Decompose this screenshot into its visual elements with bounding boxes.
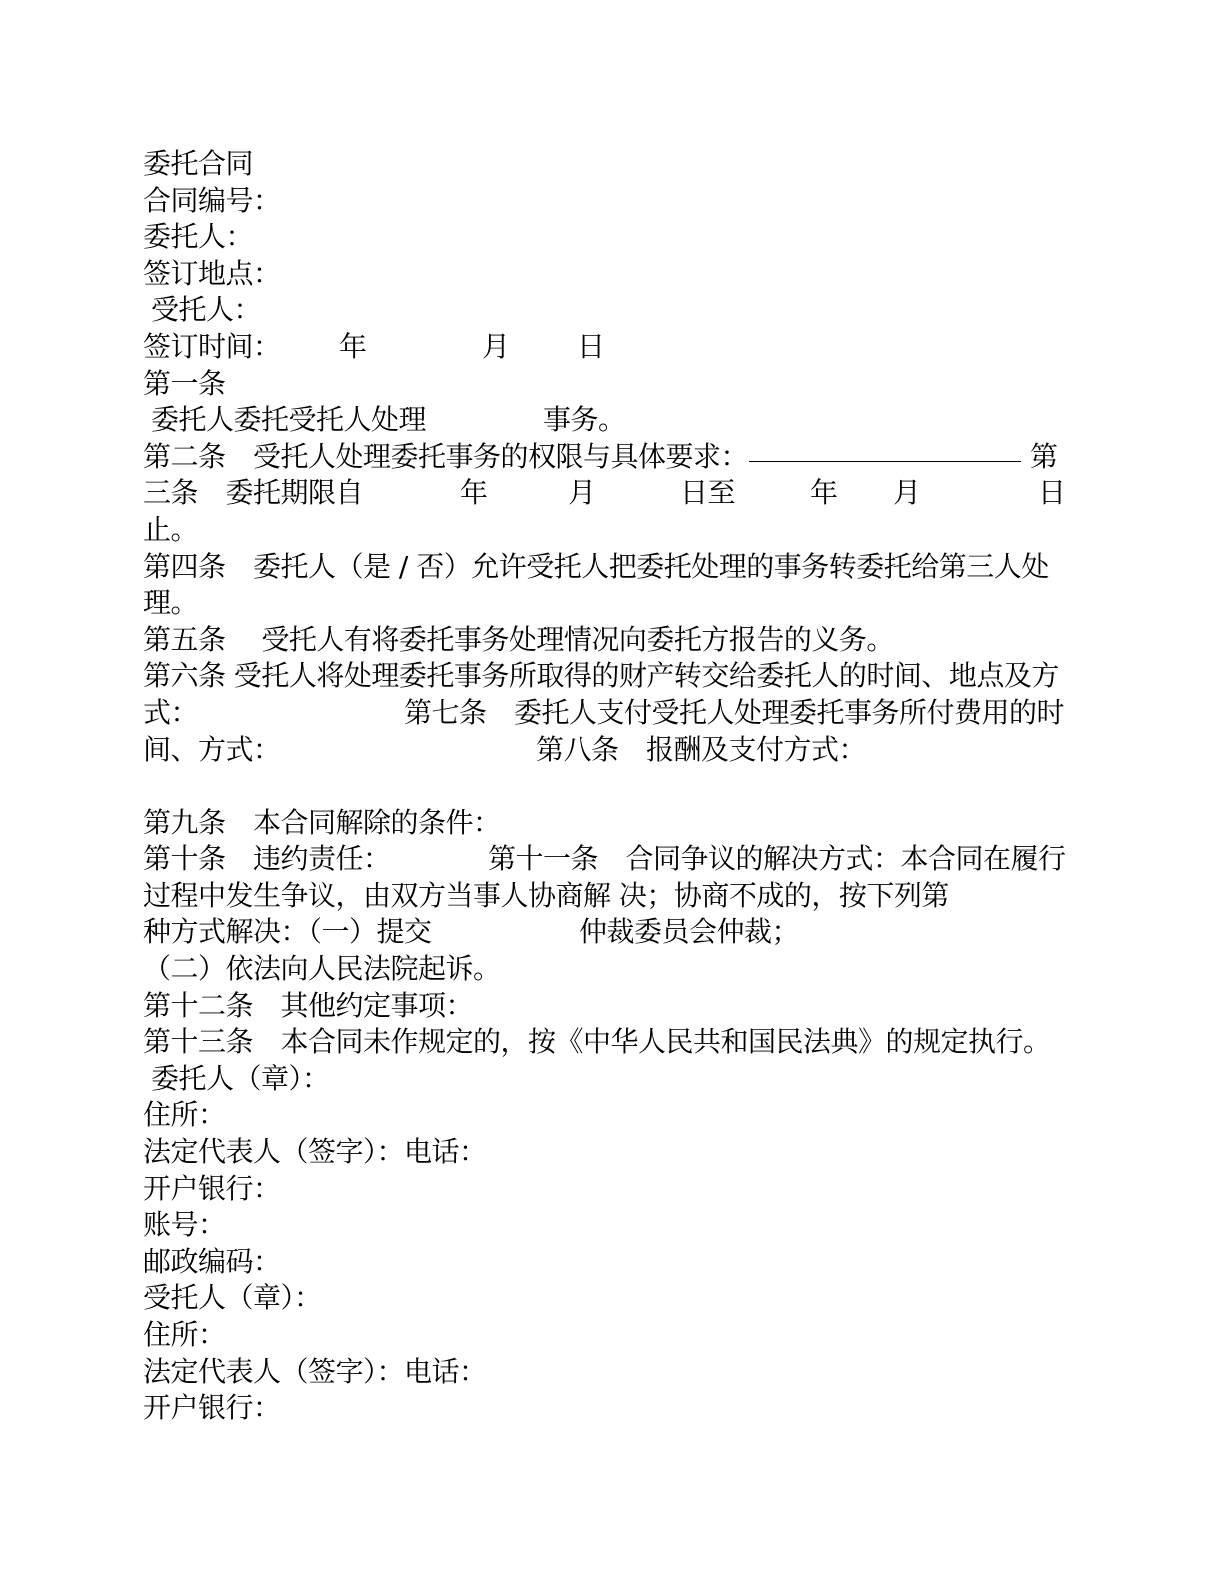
article-11-line-2: 过程中发生争议，由双方当事人协商解 决；协商不成的，按下列第 [143, 878, 949, 912]
principal-label: 委托人： [143, 220, 254, 254]
article-7-text: 第七条 委托人支付受托人处理委托事务所付费用的时 [404, 695, 1065, 729]
article-5: 第五条 受托人有将委托事务处理情况向委托方报告的义务。 [143, 622, 894, 656]
doc-title: 委托合同 [143, 147, 254, 180]
article-3-b: 年 [460, 476, 488, 510]
article-13: 第十三条 本合同未作规定的，按《中华人民共和国民法典》的规定执行。 [143, 1025, 1051, 1059]
contract-number-label: 合同编号： [143, 183, 281, 217]
principal-bank-label: 开户银行： [143, 1171, 281, 1205]
article-11-text: 第十一条 合同争议的解决方式：本合同在履行 [488, 842, 1066, 876]
agent-bank-label: 开户银行： [143, 1391, 281, 1425]
sign-time-label: 签订时间： [143, 329, 281, 363]
sign-time-day: 日 [577, 329, 605, 363]
article-1-text-b: 事务。 [543, 403, 626, 437]
article-1-text-a: 委托人委托受托人处理 [151, 403, 427, 437]
article-2-tail: 第 [1030, 439, 1058, 473]
article-3-f: 月 [893, 476, 921, 510]
article-8-text: 第八条 报酬及支付方式： [536, 732, 867, 766]
article-7-way-label: 间、方式： [143, 732, 281, 766]
agent-label: 受托人： [151, 293, 262, 327]
article-6-line-1: 第六条 受托人将处理委托事务所取得的财产转交给委托人的时间、地点及方 [143, 659, 1059, 693]
agent-rep-label: 法定代表人（签字）：电话： [143, 1354, 487, 1388]
article-3-c: 月 [568, 476, 596, 510]
agent-address-label: 住所： [143, 1318, 226, 1351]
article-3-end: 止。 [143, 512, 199, 546]
article-11-arbitration: 仲裁委员会仲裁； [579, 915, 800, 949]
article-6-way-label: 式： [143, 695, 199, 729]
article-3-a: 三条 委托期限自 [143, 476, 364, 510]
article-11-option-2: （二）依法向人民法院起诉。 [143, 952, 501, 986]
blank-line [143, 768, 1068, 805]
contract-document [143, 146, 1068, 1427]
principal-postcode-label: 邮政编码： [143, 1244, 281, 1278]
article-6-line-2 [143, 695, 1068, 732]
article-4-line-1: 第四条 委托人（是 / 否）允许受托人把委托处理的事务转委托给第三人处 [143, 549, 1049, 583]
article-4-line-2: 理。 [143, 586, 199, 620]
article-2-line [143, 439, 1068, 476]
article-3-line [143, 475, 1068, 512]
sign-time-month: 月 [482, 329, 510, 363]
sign-time-line [143, 329, 1068, 366]
sign-time-year: 年 [339, 329, 367, 363]
article-12: 第十二条 其他约定事项： [143, 988, 474, 1022]
article-1-heading: 第一条 [143, 366, 226, 400]
article-3-g: 日 [1038, 476, 1066, 510]
article-2-text: 第二条 受托人处理委托事务的权限与具体要求： [143, 439, 749, 473]
article-2-blank [749, 439, 1021, 476]
sign-place-label: 签订地点： [143, 256, 281, 290]
article-10-text: 第十条 违约责任： [143, 842, 391, 876]
agent-seal-label: 受托人（章）： [143, 1281, 322, 1315]
article-3-d: 日至 [680, 476, 736, 510]
principal-account-label: 账号： [143, 1208, 226, 1242]
principal-rep-label: 法定代表人（签字）：电话： [143, 1135, 487, 1169]
principal-address-label: 住所： [143, 1098, 226, 1132]
article-3-e: 年 [810, 476, 838, 510]
article-11-option-1: 种方式解决：（一）提交 [143, 915, 432, 949]
article-9: 第九条 本合同解除的条件： [143, 805, 501, 839]
article-11-line-3 [143, 914, 1068, 951]
article-1-line [143, 402, 1068, 439]
article-6-line-3 [143, 732, 1068, 769]
article-10-line-1 [143, 841, 1068, 878]
principal-seal-label: 委托人（章）： [151, 1061, 330, 1095]
